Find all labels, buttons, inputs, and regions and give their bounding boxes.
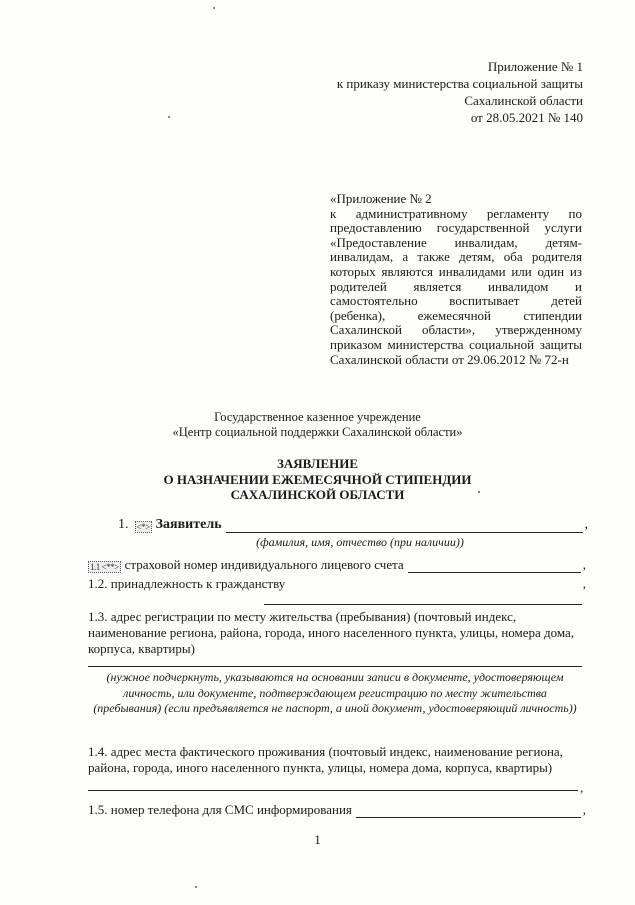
appendix-2-block <box>330 192 582 367</box>
applicant-number: 1. <box>118 517 129 532</box>
scan-speck <box>478 491 480 493</box>
phone-field[interactable] <box>356 805 581 818</box>
applicant-label: Заявитель <box>155 517 222 532</box>
scan-speck <box>168 116 170 118</box>
page-number: 1 <box>314 832 321 847</box>
spacer <box>289 580 580 592</box>
appendix-1-line: Сахалинской области <box>464 93 583 108</box>
appendix-1-line: к приказу министерства социальной защиты <box>336 76 583 91</box>
appendix-2-title: «Приложение № 2 <box>330 191 432 206</box>
title-line-3: САХАЛИНСКОЙ ОБЛАСТИ <box>230 487 405 502</box>
applicant-row <box>118 513 588 533</box>
appendix-1-line: от 28.05.2021 № 140 <box>470 110 583 125</box>
field-1-5-label: 1.5. номер телефона для СМС информирования <box>88 802 352 817</box>
title-line-1: ЗАЯВЛЕНИЕ <box>276 456 359 471</box>
comma: , <box>582 557 586 572</box>
actual-address-field[interactable] <box>88 790 578 791</box>
applicant-hint: (фамилия, имя, отчество (при наличии)) <box>256 535 464 549</box>
snils-field[interactable] <box>408 560 581 573</box>
comma: , <box>580 780 584 795</box>
appendix-1-line: Приложение № 1 <box>487 59 583 74</box>
field-1-3-hint: (нужное подчеркнуть, указываются на основании записи в документе, удостоверяющем личность, или документе, подтверждающем регистрацию по месту жительства (пребывания) (если предъявляется не паспорт, а иной документ, удостоверяющий личность)) <box>93 670 577 715</box>
citizenship-field[interactable] <box>264 604 582 605</box>
field-1-4-label: 1.4. адрес места фактического проживания (почтовый индекс, наименование региона, района, города, иного населенного пункта, улицы, номера дома, корпуса, квартиры) <box>88 744 563 775</box>
appendix-1-header <box>283 58 583 126</box>
field-1-1-label: страховой номер индивидуального лицевого счета <box>124 557 404 572</box>
institution-line-1: Государственное казенное учреждение <box>214 410 421 424</box>
comma: , <box>582 576 586 591</box>
scan-speck <box>195 886 197 888</box>
comma: , <box>584 517 588 532</box>
footnote-tag: <*> <box>136 522 150 532</box>
field-1-5-row <box>88 802 586 818</box>
comma: , <box>582 802 586 817</box>
institution-name <box>0 410 635 440</box>
institution-line-2: «Центр социальной поддержки Сахалинской области» <box>172 425 463 439</box>
applicant-name-field[interactable] <box>226 520 583 533</box>
footnote-tag: 1.1 <**> <box>90 562 119 572</box>
registration-address-field[interactable] <box>88 666 582 667</box>
scan-speck <box>213 7 215 9</box>
field-1-2-row <box>88 576 586 592</box>
appendix-2-body: к административному регламенту по предоставлению государственной услуги «Предоставление инвалидам, детям-инвалидам, а также детям, оба родителя которых являются инвалидами или один из родителей является инвалидом и самостоятельно воспитывает детей (ребенка), ежемесячной стипендии Сахалинской области», утвержденному приказом министерства социальной защиты Сахалинской области от 29.06.2012 № 72-н <box>330 205 582 367</box>
field-1-2-label: 1.2. принадлежность к гражданству <box>88 576 286 591</box>
title-line-2: О НАЗНАЧЕНИИ ЕЖЕМЕСЯЧНОЙ СТИПЕНДИИ <box>163 471 472 487</box>
document-title <box>0 456 635 503</box>
field-1-3-label: 1.3. адрес регистрации по месту жительства (пребывания) (почтовый индекс, наименование региона, района, города, иного населенного пункта, улицы, номера дома, корпуса, квартиры) <box>88 609 575 656</box>
field-1-1-row <box>88 557 586 573</box>
